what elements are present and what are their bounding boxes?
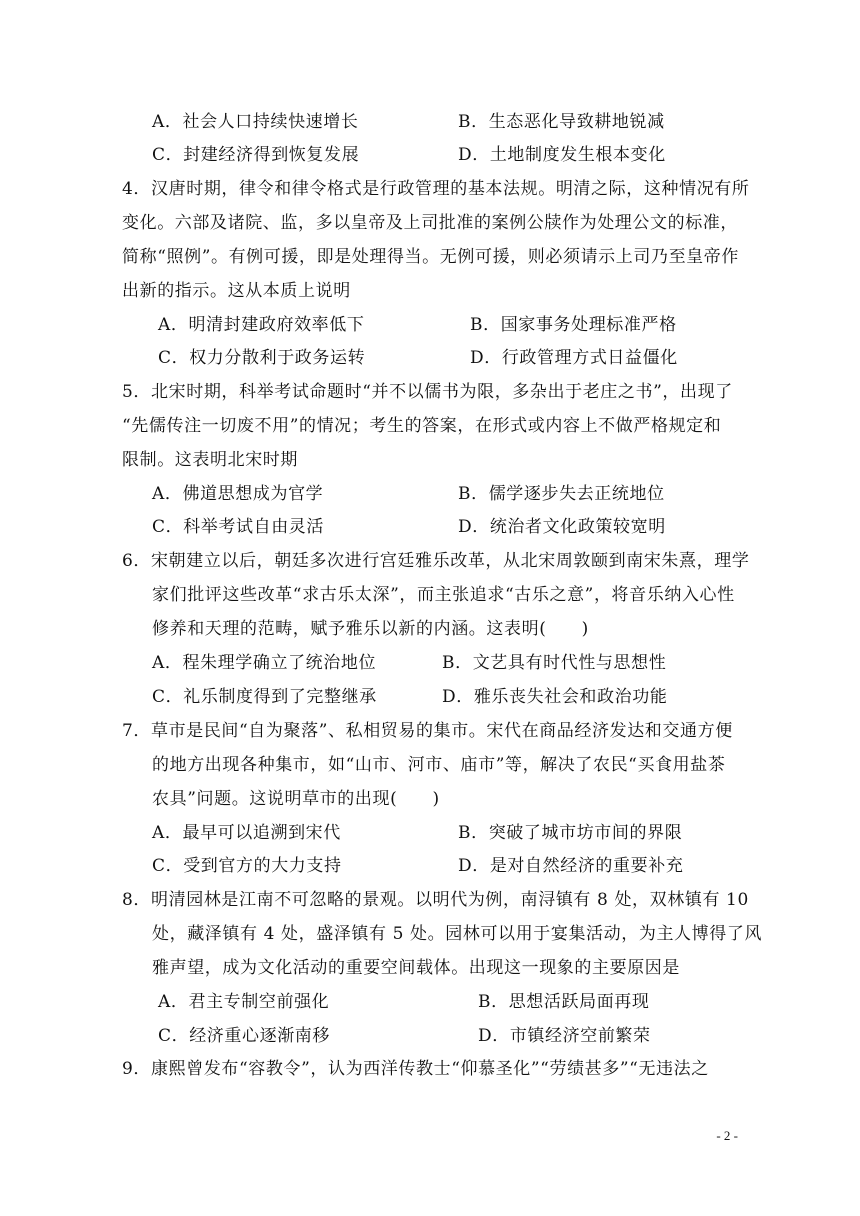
q5-stem-line-2: “先儒传注一切废不用”的情况；考生的答案，在形式或内容上不做严格规定和 (122, 416, 722, 436)
q4-stem-line-3: 简称“照例”。有例可援，即是处理得当。无例可援，则必须请示上司乃至皇帝作 (122, 247, 739, 267)
q4-option-b: B．国家事务处理标准严格 (470, 315, 677, 335)
q3-option-d: D．土地制度发生根本变化 (458, 145, 666, 165)
q8-stem-line-1: 8．明清园林是江南不可忽略的景观。以明代为例，南浔镇有 8 处，双林镇有 10 (122, 890, 749, 910)
q4-option-d: D．行政管理方式日益僵化 (470, 348, 678, 368)
q7-option-d: D．是对自然经济的重要补充 (458, 856, 684, 876)
q7-option-a: A．最早可以追溯到宋代 (152, 823, 341, 843)
q3-option-c: C．封建经济得到恢复发展 (152, 145, 360, 165)
q6-stem-line-3: 修养和天理的范畴，赋予雅乐以新的内涵。这表明( ) (152, 619, 589, 639)
page-number: - 2 - (716, 1128, 738, 1143)
q6-stem-line-2: 家们批评这些改革“求古乐太深”，而主张追求“古乐之意”，将音乐纳入心性 (152, 585, 735, 605)
q5-option-a: A．佛道思想成为官学 (152, 484, 324, 504)
q7-option-b: B．突破了城市坊市间的界限 (458, 823, 683, 843)
q8-option-a: A．君主专制空前强化 (158, 992, 330, 1012)
q4-stem-line-2: 变化。六部及诸院、监，多以皇帝及上司批准的案例公牍作为处理公文的标准， (122, 213, 738, 233)
q3-option-a: A．社会人口持续快速增长 (152, 112, 359, 132)
q8-option-d: D．市镇经济空前繁荣 (478, 1026, 651, 1046)
q7-stem-line-1: 7．草市是民间“自为聚落”、私相贸易的集市。宋代在商品经济发达和交通方便 (122, 721, 733, 741)
q6-option-b: B．文艺具有时代性与思想性 (442, 653, 667, 673)
q7-option-c: C．受到官方的大力支持 (152, 856, 342, 876)
q9-stem-line-1: 9．康熙曾发布“容教令”，认为西洋传教士“仰慕圣化”“劳绩甚多”“无违法之 (122, 1059, 709, 1079)
q5-stem-line-3: 限制。这表明北宋时期 (122, 450, 298, 470)
q3-option-b: B．生态恶化导致耕地锐减 (458, 112, 665, 132)
q5-option-c: C．科举考试自由灵活 (152, 517, 325, 537)
q6-stem-line-1: 6．宋朝建立以后，朝廷多次进行宫廷雅乐改革，从北宋周敦颐到南宋朱熹，理学 (122, 551, 750, 571)
q7-stem-line-2: 的地方出现各种集市，如“山市、河市、庙市”等，解决了农民“买食用盐茶 (152, 755, 726, 775)
q6-option-c: C．礼乐制度得到了完整继承 (152, 687, 377, 707)
q5-option-d: D．统治者文化政策较宽明 (458, 517, 666, 537)
q8-option-b: B．思想活跃局面再现 (478, 992, 650, 1012)
q6-option-d: D．雅乐丧失社会和政治功能 (442, 687, 668, 707)
q8-stem-line-2: 处，藏泽镇有 4 处，盛泽镇有 5 处。园林可以用于宴集活动，为主人博得了风 (152, 924, 763, 944)
q5-option-b: B．儒学逐步失去正统地位 (458, 484, 665, 504)
q4-stem-line-4: 出新的指示。这从本质上说明 (122, 281, 351, 301)
q4-stem-line-1: 4．汉唐时期，律令和律令格式是行政管理的基本法规。明清之际，这种情况有所 (122, 179, 750, 199)
q8-stem-line-3: 雅声望，成为文化活动的重要空间载体。出现这一现象的主要原因是 (152, 958, 680, 978)
q7-stem-line-3: 农具”问题。这说明草市的出现( ) (152, 789, 440, 809)
q4-option-a: A．明清封建政府效率低下 (158, 315, 365, 335)
q8-option-c: C．经济重心逐渐南移 (158, 1026, 331, 1046)
q5-stem-line-1: 5．北宋时期，科举考试命题时“并不以儒书为限，多杂出于老庄之书”，出现了 (122, 382, 733, 402)
q4-option-c: C．权力分散利于政务运转 (158, 348, 366, 368)
q6-option-a: A．程朱理学确立了统治地位 (152, 653, 377, 673)
